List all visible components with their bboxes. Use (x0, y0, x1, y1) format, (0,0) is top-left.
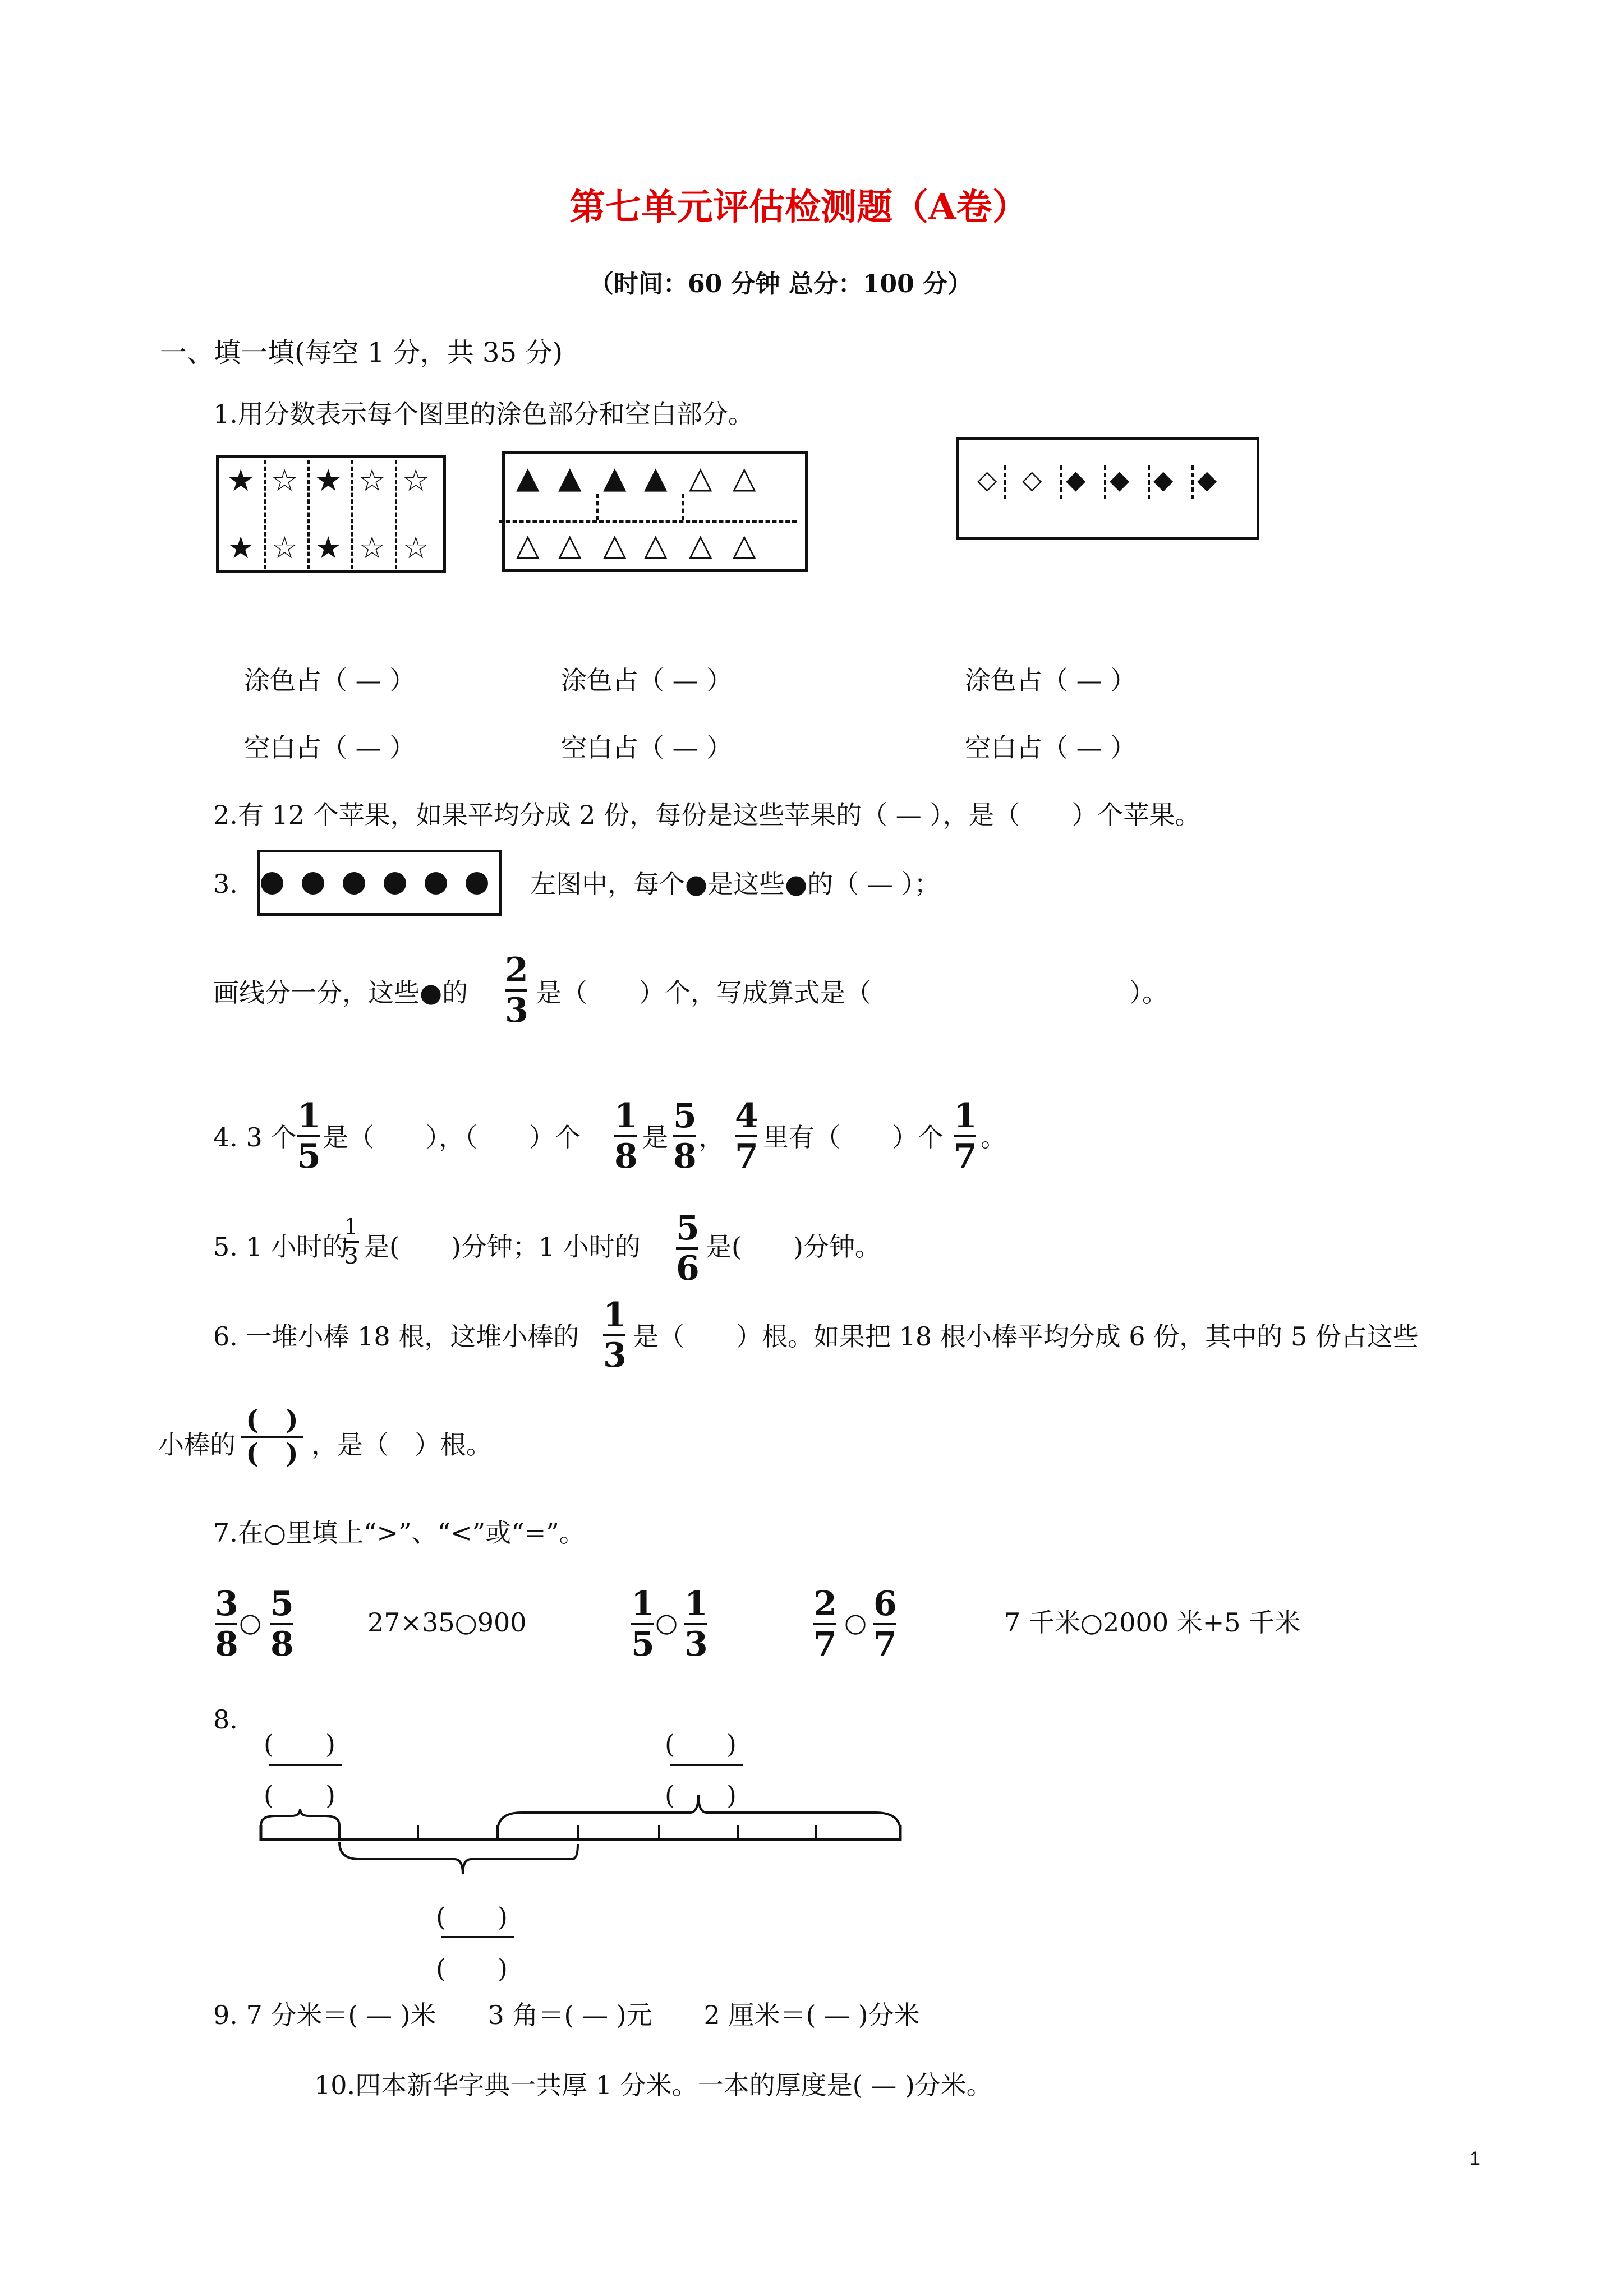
dot-icon (343, 872, 365, 895)
page-subtitle: （时间：60 分钟 总分：100 分） (589, 270, 973, 298)
figure-divider (264, 460, 266, 569)
fraction: 1 5 (631, 1584, 655, 1664)
fraction: 4 7 (735, 1096, 758, 1176)
figure-divider (1191, 465, 1194, 499)
q4-part-f: 。 (981, 1122, 1006, 1152)
figure-divider (1060, 465, 1062, 499)
q5-part-a: 5. 1 小时的 (213, 1232, 348, 1262)
star-outline-icon: ☆ (271, 463, 298, 498)
star-outline-icon: ☆ (358, 530, 386, 565)
figure-divider (499, 520, 797, 523)
fraction-blank: ( ) ( ) (241, 1407, 303, 1467)
q5-part-c: 是( )分钟。 (706, 1232, 881, 1262)
compare-circle: ○ (239, 1607, 262, 1638)
fraction: 1 5 (297, 1096, 321, 1176)
star-outline-icon: ☆ (402, 463, 430, 498)
blank-denominator: ( ) (665, 1780, 737, 1810)
blank-numerator: ( ) (436, 1902, 508, 1932)
q2-text: 2.有 12 个苹果，如果平均分成 2 份，每份是这些苹果的（ — ），是（ ）个苹果。 (213, 800, 1201, 830)
triangle-filled-icon: ▲ (644, 460, 668, 495)
figure-divider (395, 460, 397, 569)
q8-number: 8. (213, 1704, 238, 1735)
q6-part-a: 6. 一堆小棒 18 根，这堆小棒的 (213, 1321, 579, 1352)
q7-text: 7.在○里填上“>”、“<”或“=”。 (213, 1518, 585, 1548)
blank-denominator: ( ) (436, 1953, 508, 1984)
fraction: 5 8 (270, 1584, 294, 1664)
blank-denominator: ( ) (264, 1780, 335, 1810)
star-icon: ★ (315, 530, 342, 565)
q6-part-c: 小棒的 (158, 1430, 236, 1460)
q5-part-b: 是( )分钟；1 小时的 (364, 1232, 641, 1262)
blank-answer-1: 空白占（ — ） (244, 732, 416, 763)
q4-part-b: 是（ ），（ ）个 (323, 1122, 581, 1152)
q3-text: 左图中，每个●是这些●的（ — ）； (530, 869, 940, 899)
fraction: 1 8 (614, 1096, 638, 1176)
diamond-filled-icon: ◆ (1110, 464, 1130, 495)
q3-number: 3. (213, 869, 238, 899)
triangle-outline-icon: △ (644, 527, 668, 563)
triangle-filled-icon: ▲ (603, 460, 627, 495)
q7-compare-2: 27×35○900 (367, 1607, 527, 1638)
triangle-filled-icon: ▲ (516, 460, 540, 495)
triangle-outline-icon: △ (603, 527, 627, 563)
fraction: 1 3 (684, 1584, 708, 1664)
q6-part-d: ，是（ ）根。 (311, 1430, 492, 1460)
dot-icon (302, 872, 324, 895)
star-outline-icon: ☆ (271, 530, 298, 565)
triangle-outline-icon: △ (689, 460, 712, 495)
page-title: 第七单元评估检测题（A卷） (569, 186, 1028, 228)
diamond-outline-icon: ◇ (1022, 464, 1042, 495)
shaded-answer-1: 涂色占（ — ） (244, 665, 416, 695)
fraction: 2 7 (813, 1584, 837, 1664)
figure-divider (351, 460, 353, 569)
q3-line2-a: 画线分一分，这些●的 (213, 978, 468, 1008)
fraction-bar (269, 1764, 342, 1766)
blank-numerator: ( ) (665, 1729, 737, 1759)
figure-divider (682, 494, 684, 520)
triangle-outline-icon: △ (516, 527, 540, 563)
fraction-bar (441, 1936, 514, 1938)
shaded-answer-3: 涂色占（ — ） (965, 665, 1137, 695)
diamond-filled-icon: ◆ (1066, 464, 1086, 495)
compare-circle: ○ (655, 1607, 678, 1638)
fraction: 5 8 (673, 1096, 697, 1176)
triangle-filled-icon: ▲ (558, 460, 582, 495)
figure-divider (1004, 465, 1006, 499)
q8-segment-diagram (247, 1778, 920, 1901)
diamond-filled-icon: ◆ (1153, 464, 1174, 495)
page-number: 1 (1470, 2148, 1480, 2169)
q9-text: 9. 7 分米＝( — )米 3 角＝( — )元 2 厘米＝( — )分米 (213, 2000, 920, 2030)
fraction-bar (670, 1764, 743, 1766)
figure-divider (307, 460, 310, 569)
q4-part-e: 里有（ ）个 (763, 1122, 944, 1152)
q6-part-b: 是（ ）根。如果把 18 根小棒平均分成 6 份，其中的 5 份占这些 (633, 1321, 1419, 1352)
star-outline-icon: ☆ (402, 530, 430, 565)
figure-divider (1148, 465, 1150, 499)
compare-circle: ○ (844, 1607, 867, 1638)
q4-part-d: ， (698, 1122, 724, 1152)
fraction: 2 3 (505, 951, 528, 1030)
blank-answer-2: 空白占（ — ） (561, 732, 733, 763)
diamond-filled-icon: ◆ (1197, 464, 1217, 495)
dot-icon (425, 872, 447, 895)
fraction: 5 6 (676, 1209, 700, 1288)
star-icon: ★ (227, 530, 255, 565)
star-outline-icon: ☆ (358, 463, 386, 498)
q3-line2-b: 是（ ）个，写成算式是（ ）。 (536, 978, 1168, 1008)
q7-compare-5: 7 千米○2000 米+5 千米 (1004, 1607, 1301, 1638)
triangle-outline-icon: △ (733, 527, 756, 563)
fraction: 1 7 (954, 1096, 977, 1176)
blank-numerator: ( ) (264, 1729, 335, 1759)
star-icon: ★ (227, 463, 255, 498)
dot-icon (466, 872, 488, 895)
shaded-answer-2: 涂色占（ — ） (561, 665, 733, 695)
star-icon: ★ (315, 463, 342, 498)
section-heading: 一、填一填(每空 1 分，共 35 分) (160, 337, 563, 368)
fraction: 3 8 (215, 1584, 238, 1664)
q10-text: 10.四本新华字典一共厚 1 分米。一本的厚度是( — )分米。 (314, 2070, 992, 2100)
diamond-outline-icon: ◇ (977, 464, 997, 495)
figure-divider (1104, 465, 1106, 499)
fraction: 6 7 (873, 1584, 897, 1664)
fraction: 1 3 (603, 1295, 627, 1375)
triangle-outline-icon: △ (689, 527, 712, 563)
figure-divider (596, 494, 599, 520)
q1-text: 1.用分数表示每个图里的涂色部分和空白部分。 (213, 399, 754, 429)
dot-icon (384, 872, 406, 895)
triangle-outline-icon: △ (733, 460, 756, 495)
dot-icon (261, 872, 283, 895)
blank-answer-3: 空白占（ — ） (965, 732, 1137, 763)
fraction: 1 3 (344, 1214, 358, 1269)
q4-part-a: 4. 3 个 (213, 1122, 297, 1152)
triangle-outline-icon: △ (558, 527, 582, 563)
q4-part-c: 是 (642, 1122, 668, 1152)
